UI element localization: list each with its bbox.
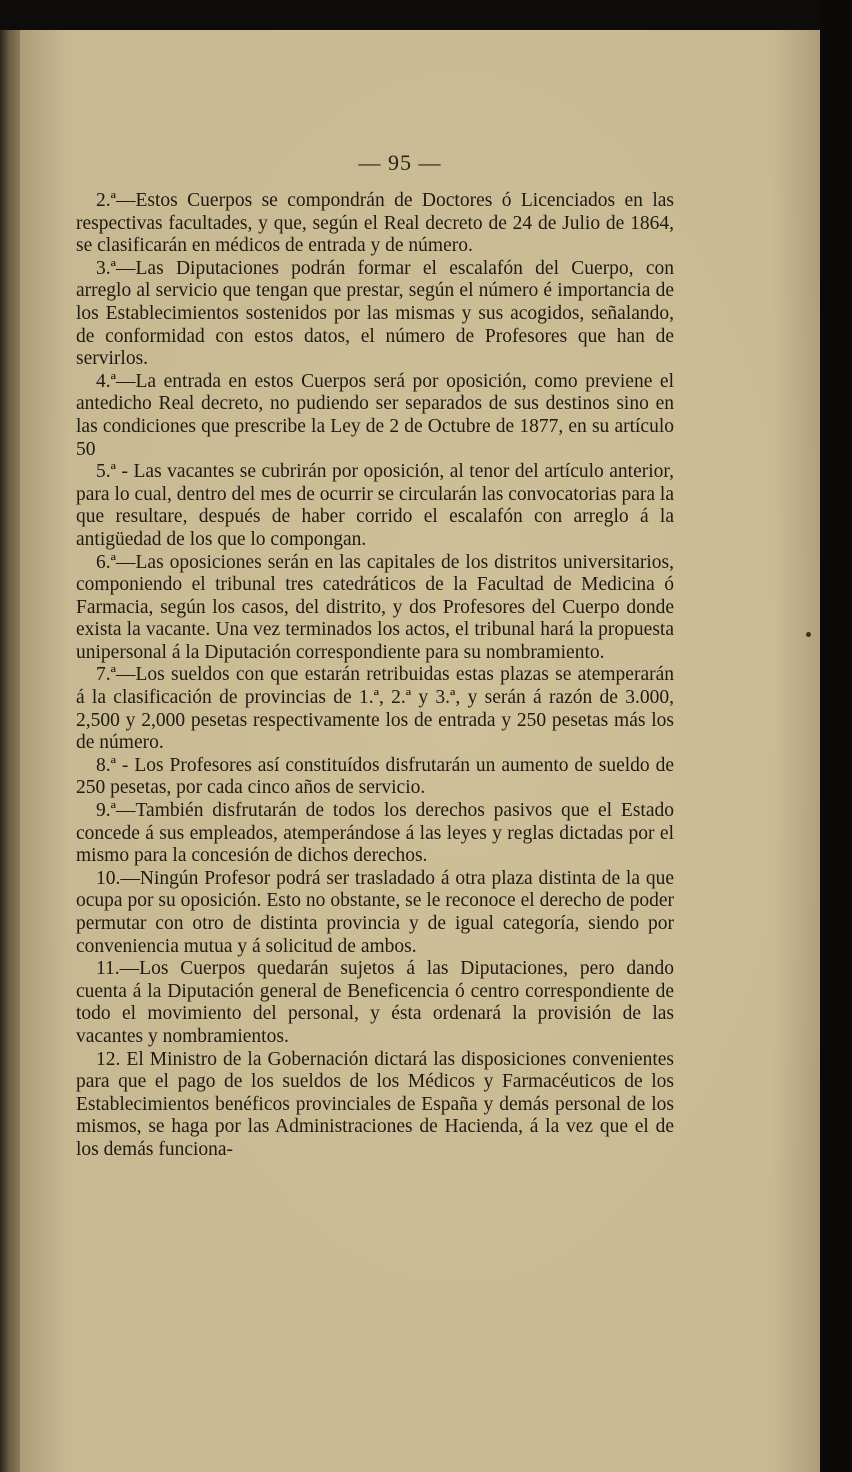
paragraph-2: 2.ª—Estos Cuerpos se compondrán de Doctores ó Licenciados en las respectivas facultades, y que, según el Real decreto de 24 de Julio de 1864, se clasificarán en médicos de entrada y de número. (76, 190, 674, 257)
paragraph-6: 6.ª—Las oposiciones serán en las capitales de los distritos universitarios, componiendo el tribunal tres catedráticos de la Facultad de Medicina ó Farmacia, según los casos, del distrito, y dos Profesores del Cuerpo donde exista la vacante. Una vez terminados los actos, el tribunal hará la propuesta unipersonal á la Diputación correspondiente para su nombramiento. (76, 551, 674, 663)
paragraph-8: 8.ª - Los Profesores así constituídos disfrutarán un aumento de sueldo de 250 pesetas, por cada cinco años de servicio. (76, 754, 674, 799)
paragraph-10: 10.—Ningún Profesor podrá ser trasladado á otra plaza distinta de la que ocupa por su oposición. Esto no obstante, se le reconoce el derecho de poder permutar con otro de distinta provincia y de igual categoría, siendo por conveniencia mutua y á solicitud de ambos. (76, 867, 674, 957)
margin-speck (806, 632, 811, 637)
paragraph-4: 4.ª—La entrada en estos Cuerpos será por oposición, como previene el antedicho Real decreto, no pudiendo ser separados de sus destinos sino en las condiciones que prescribe la Ley de 2 de Octubre de 1877, en su artículo 50 (76, 370, 674, 460)
paragraph-12: 12. El Ministro de la Gobernación dictará las disposiciones convenientes para que el pago de los sueldos de los Médicos y Farmacéuticos de los Establecimientos benéficos provinciales de España y demás personal de los mismos, se haga por las Administraciones de Hacienda, á la vez que el de los demás funciona- (76, 1048, 674, 1160)
binding-edge (0, 30, 20, 1472)
paragraph-5: 5.ª - Las vacantes se cubrirán por oposición, al tenor del artículo anterior, para lo cual, dentro del mes de ocurrir se circularán las convocatorias para la que resultare, después de haber corrido el escalafón con arreglo á la antigüedad de los que lo compongan. (76, 461, 674, 550)
paragraph-7: 7.ª—Los sueldos con que estarán retribuidas estas plazas se atemperarán á la clasificación de provincias de 1.ª, 2.ª y 3.ª, y serán á razón de 3.000, 2,500 y 2,000 pesetas respectivamente los de entrada y 250 pesetas más los de número. (76, 664, 674, 754)
body-text (76, 190, 674, 1162)
paragraph-9: 9.ª—También disfrutarán de todos los derechos pasivos que el Estado concede á sus empleados, atemperándose á las leyes y reglas dictadas por el mismo para la concesión de dichos derechos. (76, 800, 674, 867)
document-page (20, 30, 820, 1472)
scan-background (820, 0, 852, 1472)
paragraph-11: 11.—Los Cuerpos quedarán sujetos á las Diputaciones, pero dando cuenta á la Diputación general de Beneficencia ó centro correspondiente de todo el movimiento del personal, y ésta ordenará la provisión de las vacantes y nombramientos. (76, 958, 674, 1047)
paragraph-3: 3.ª—Las Diputaciones podrán formar el escalafón del Cuerpo, con arreglo al servicio que tengan que prestar, según el número é importancia de los Establecimientos sostenidos por las mismas y sus acogidos, señalando, de conformidad con estos datos, el número de Profesores que han de servirlos. (76, 257, 674, 370)
page-number: — 95 — (358, 150, 442, 175)
